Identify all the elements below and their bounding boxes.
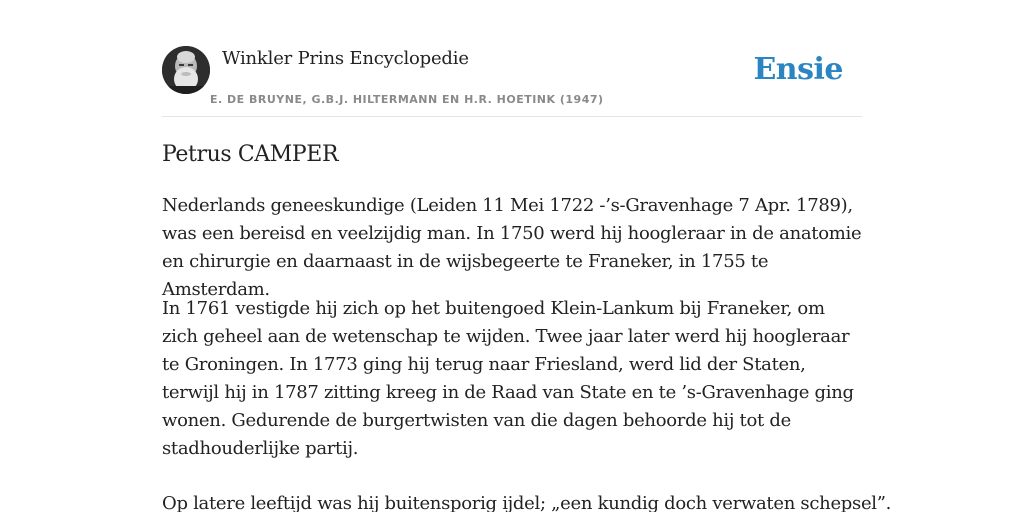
author-avatar[interactable] [162, 46, 210, 94]
bearded-man-portrait-icon [162, 46, 210, 94]
site-title[interactable]: Winkler Prins Encyclopedie [222, 48, 469, 69]
article-title: Petrus CAMPER [162, 142, 339, 167]
edition-subtitle: E. DE BRUYNE, G.B.J. HILTERMANN EN H.R. HOETINK (1947) [210, 93, 604, 106]
article-paragraph: Nederlands geneeskundige (Leiden 11 Mei 1722 -’s-Gravenhage 7 Apr. 1789), was een bereisd en veelzijdig man. In 1750 werd hij hoogleraar in de anatomie en chirurgie en daarnaast in de wijsbegeerte te Franeker, in 1755 te Amsterdam. [162, 195, 862, 300]
article-paragraph: In 1761 vestigde hij zich op het buitengoed Klein-Lankum bij Franeker, om zich geheel aan de wetenschap te wijden. Twee jaar later werd hij hoogleraar te Groningen. In 1773 ging hij terug naar Friesland, werd lid der Staten, terwijl hij in 1787 zitting kreeg in de Raad van State en te ’s-Gravenhage ging wonen. Gedurende de burgertwisten van die dagen behoorde hij tot de stadhouderlijke partij. [162, 298, 854, 459]
brand-logo[interactable]: Ensie [753, 52, 843, 87]
article-paragraph: Op latere leeftijd was hij buitensporig ijdel; „een kundig doch verwaten schepsel”. [162, 493, 892, 512]
site-header [162, 46, 862, 117]
